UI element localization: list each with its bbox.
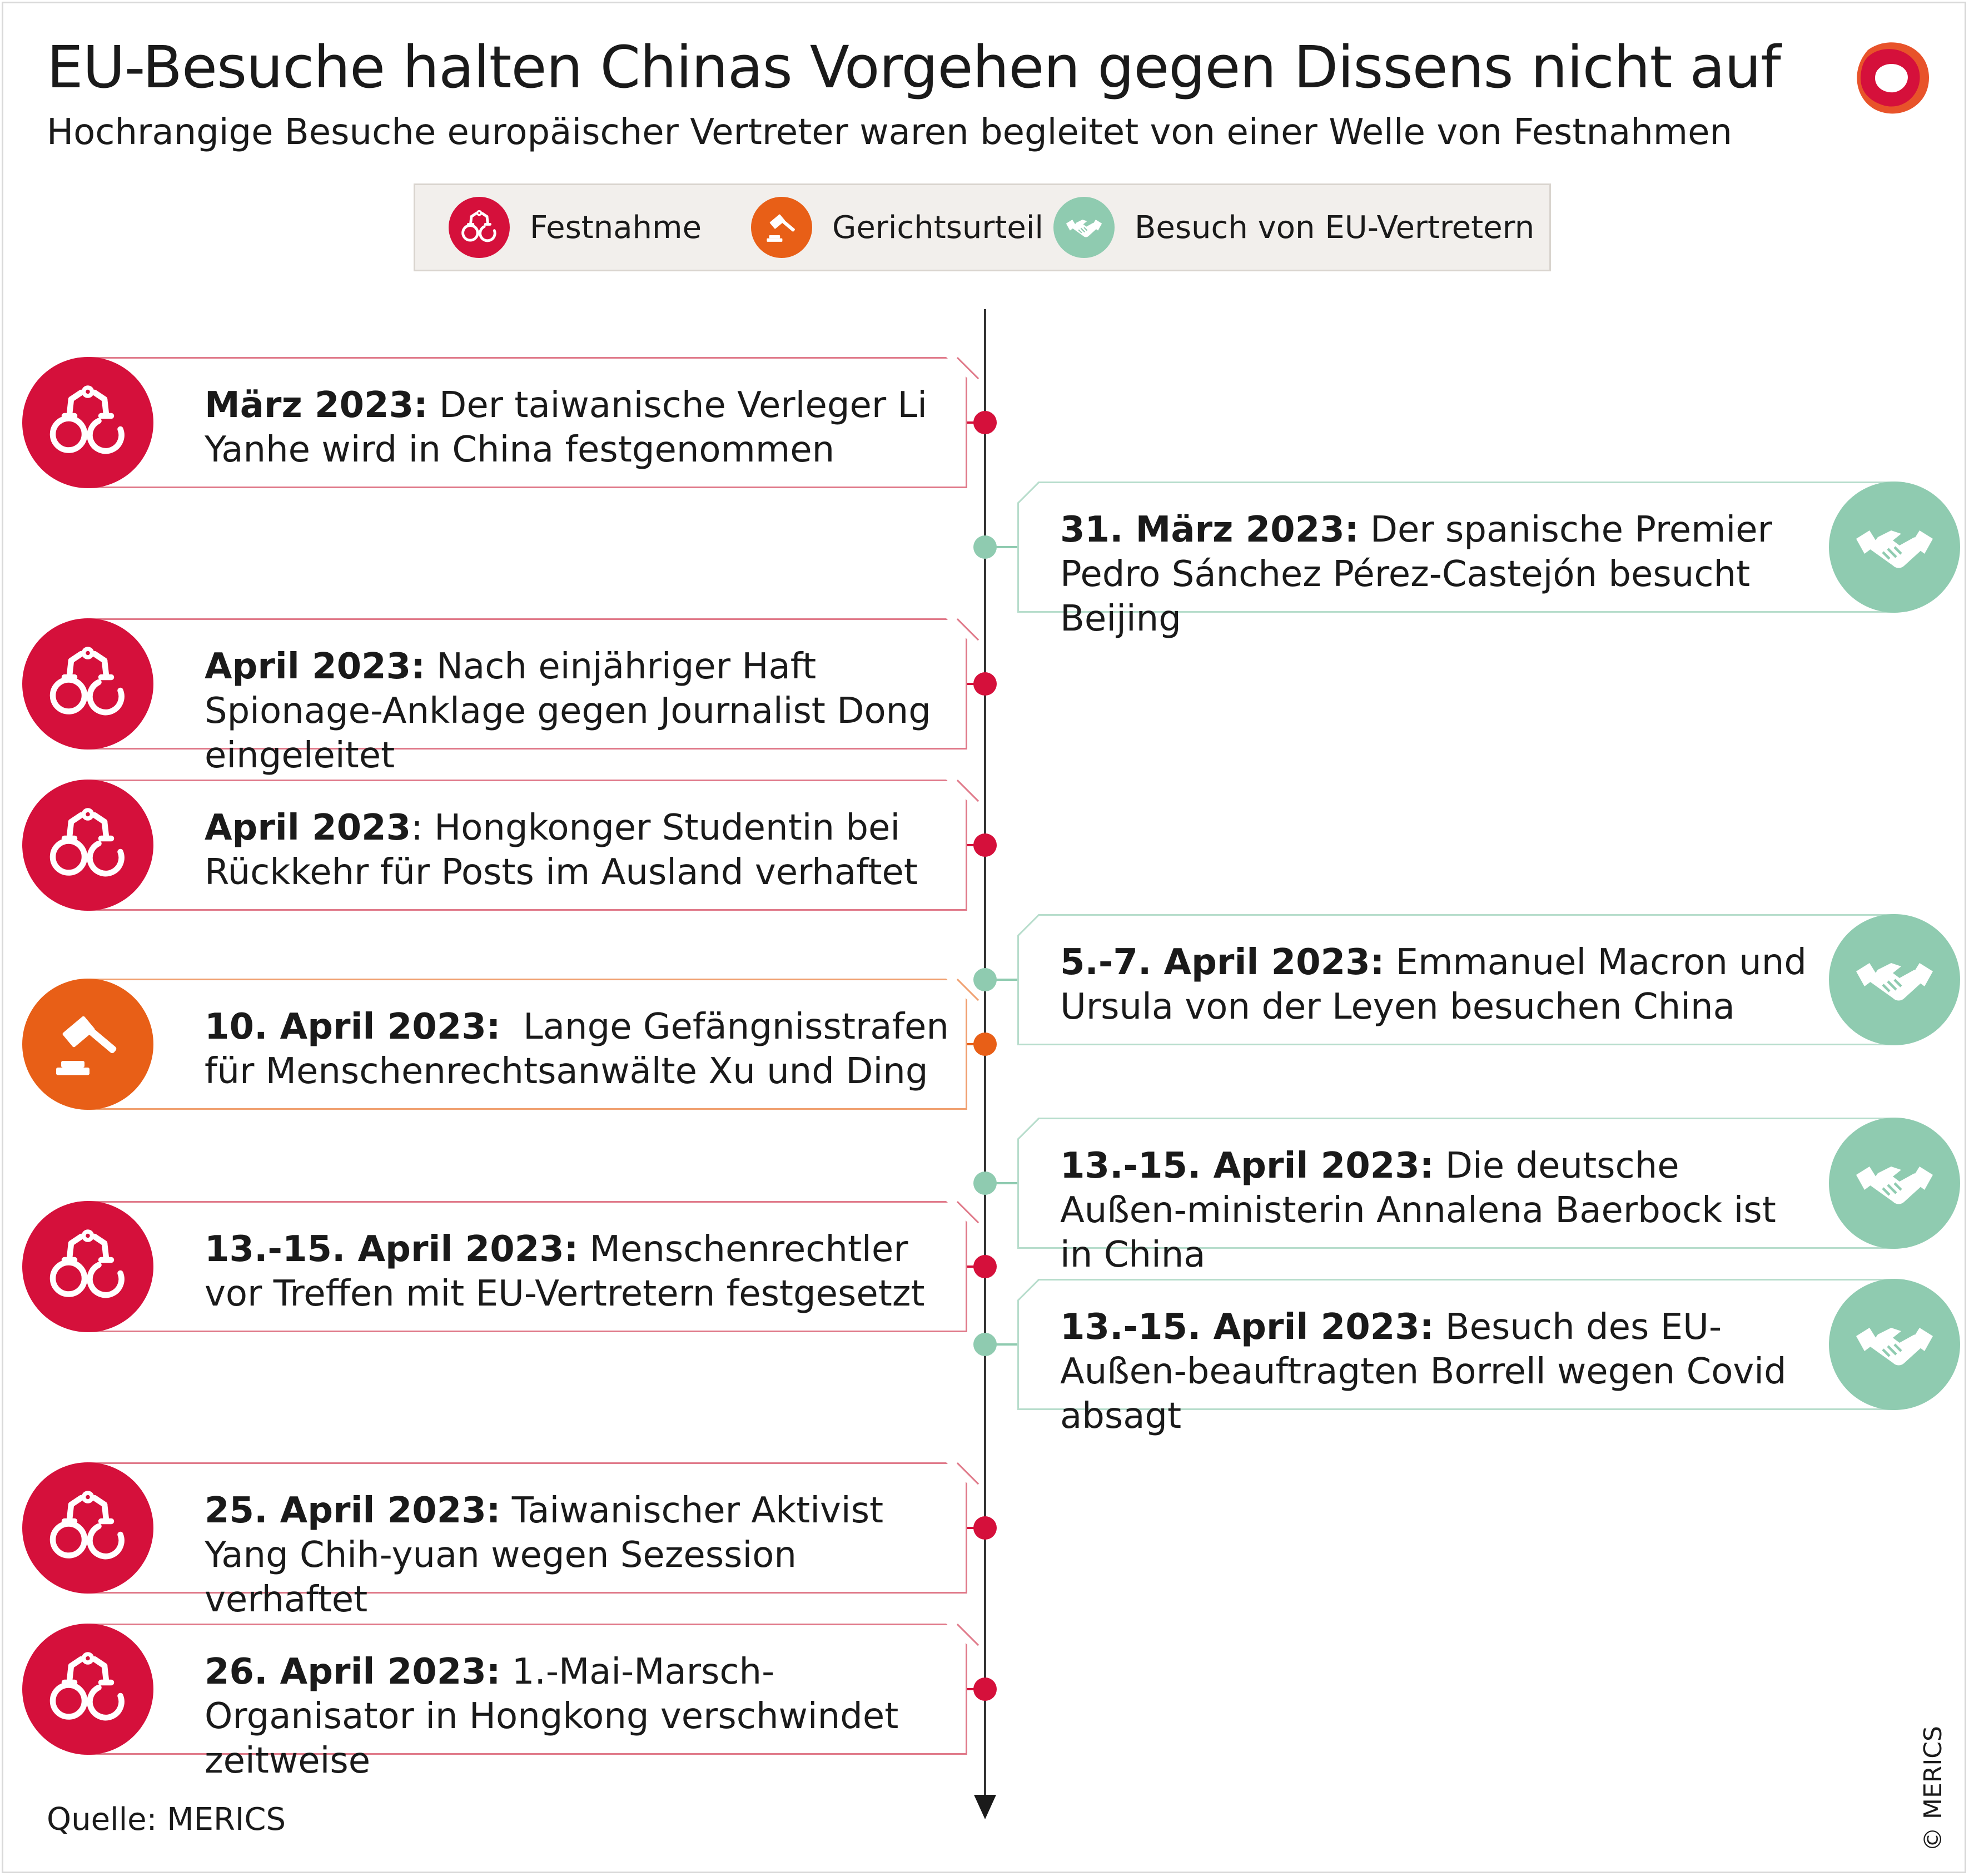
event-card [1017, 482, 1896, 639]
event-description: Nach einjähriger Haft Spionage-Anklage gegen Journalist Dong eingeleitet [205, 646, 943, 776]
merics-logo-icon [1846, 33, 1935, 122]
event-description: Die deutsche Außen-ministerin Annalena Baerbock ist in China [1060, 1145, 1788, 1276]
legend-label: Gerichtsurteil [832, 209, 1043, 246]
timeline-dot [973, 411, 997, 434]
event-date: 10. April 2023: [205, 1006, 501, 1048]
handcuffs-icon [22, 357, 153, 488]
event-text [1060, 508, 1816, 641]
timeline-dot [973, 1255, 997, 1278]
timeline-dot [973, 1516, 997, 1540]
event-date: 5.-7. April 2023: [1060, 942, 1385, 983]
event-text [1060, 1144, 1816, 1277]
event-description: Der taiwanische Verleger Li Yanhe wird in China festgenommen [205, 385, 939, 470]
event-date: 13.-15. April 2023: [1060, 1145, 1434, 1187]
handshake-icon [1829, 482, 1960, 613]
handshake-icon [1829, 1279, 1960, 1410]
event-date: April 2023: [205, 646, 425, 687]
event-description: 1.-Mai-Marsch-Organisator in Hongkong verschwindet zeitweise [205, 1651, 910, 1781]
event-description: Der spanische Premier Pedro Sánchez Pérez-Castejón besucht Beijing [1060, 509, 1784, 639]
event-description: : Hongkonger Studentin bei Rückkehr für Posts im Ausland verhaftet [205, 807, 918, 893]
event-date: April 2023 [205, 807, 411, 848]
handcuffs-icon [22, 1624, 153, 1755]
legend-label: Festnahme [530, 209, 702, 246]
timeline-dot [973, 672, 997, 696]
timeline-axis [984, 309, 986, 1810]
handcuffs-icon [22, 618, 153, 750]
handshake-icon [1829, 914, 1960, 1045]
event-description: Menschenrechtler vor Treffen mit EU-Vertretern festgesetzt [205, 1229, 925, 1314]
event-description: Lange Gefängnisstrafen für Menschenrechtsanwälte Xu und Ding [205, 1006, 961, 1092]
handcuffs-icon [449, 197, 510, 258]
copyright-note: © MERICS [1919, 1726, 1947, 1852]
event-card [89, 1624, 967, 1781]
event-text [1060, 940, 1816, 1029]
event-text [205, 1005, 966, 1094]
gavel-icon [22, 979, 153, 1110]
timeline-dot [973, 968, 997, 991]
event-card [89, 780, 967, 911]
event-text [1060, 1305, 1816, 1438]
event-card [89, 979, 967, 1110]
timeline-dot [973, 535, 997, 559]
timeline-dot [973, 833, 997, 857]
timeline-dot [973, 1172, 997, 1195]
event-date: 13.-15. April 2023: [205, 1229, 579, 1270]
legend-item [449, 185, 702, 270]
event-text [205, 644, 966, 778]
handcuffs-icon [22, 1201, 153, 1332]
legend [414, 183, 1551, 271]
event-text [205, 806, 966, 895]
event-date: 25. April 2023: [205, 1490, 501, 1531]
handcuffs-icon [22, 1462, 153, 1594]
event-description: Taiwanischer Aktivist Yang Chih-yuan wegen Sezession verhaftet [205, 1490, 895, 1620]
event-card [1017, 914, 1896, 1045]
event-card [89, 1462, 967, 1620]
legend-label: Besuch von EU-Vertretern [1135, 209, 1535, 246]
event-card [89, 357, 967, 488]
event-text [205, 383, 966, 472]
event-card [1017, 1118, 1896, 1276]
event-text [205, 1227, 966, 1316]
event-date: 31. März 2023: [1060, 509, 1359, 550]
event-description: Emmanuel Macron und Ursula von der Leyen besuchen China [1060, 942, 1818, 1028]
timeline-dot [973, 1033, 997, 1056]
handcuffs-icon [22, 780, 153, 911]
event-card [89, 618, 967, 776]
page-title: EU-Besuche halten Chinas Vorgehen gegen Dissens nicht auf [47, 33, 1781, 101]
gavel-icon [751, 197, 812, 258]
handshake-icon [1829, 1118, 1960, 1249]
event-text [205, 1488, 966, 1622]
handshake-icon [1053, 197, 1115, 258]
timeline-dot [973, 1678, 997, 1701]
legend-item [1053, 185, 1534, 270]
page-subtitle: Hochrangige Besuche europäischer Vertreter waren begleitet von einer Welle von Festnahmen [47, 112, 1733, 153]
event-text [205, 1650, 966, 1783]
timeline-arrow [974, 1795, 996, 1819]
event-date: 13.-15. April 2023: [1060, 1307, 1434, 1348]
event-date: März 2023: [205, 385, 428, 426]
source-note: Quelle: MERICS [47, 1801, 286, 1838]
event-card [89, 1201, 967, 1332]
timeline-dot [973, 1333, 997, 1356]
event-date: 26. April 2023: [205, 1651, 501, 1693]
event-description: Besuch des EU-Außen-beauftragten Borrell wegen Covid absagt [1060, 1307, 1798, 1437]
event-card [1017, 1279, 1896, 1437]
legend-item [751, 185, 1043, 270]
